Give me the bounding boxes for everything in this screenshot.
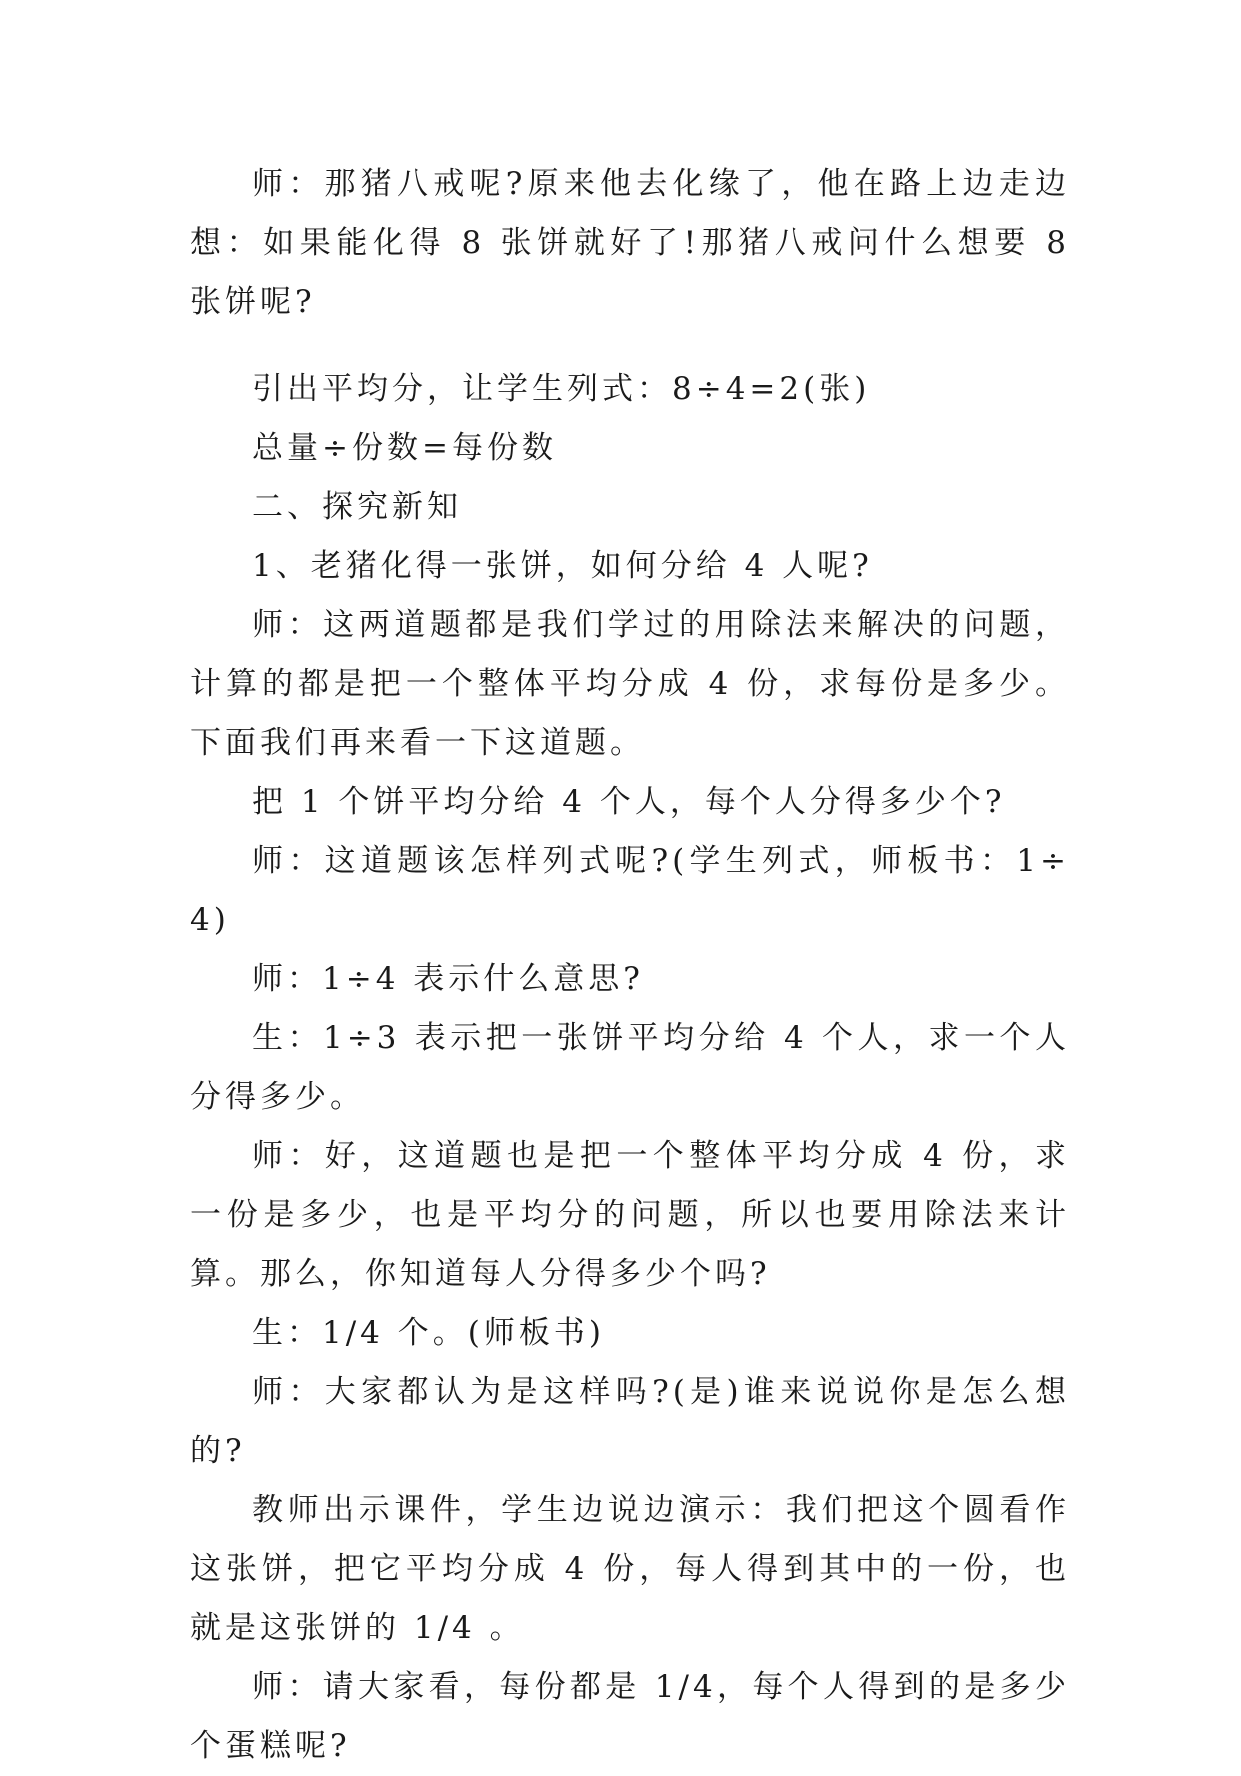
section-heading: 二、探究新知: [252, 489, 462, 525]
paragraph-question-1: 1、老猪化得一张饼，如何分给 4 人呢?: [252, 548, 873, 584]
paragraph-division-equation: 引出平均分，让学生列式：8÷4=2(张): [252, 371, 871, 407]
paragraph-teacher-confirm: 师：大家都认为是这样吗?(是)谁来说说你是怎么想的?: [190, 1374, 1070, 1469]
paragraph-problem: 把 1 个饼平均分给 4 个人，每个人分得多少个?: [252, 784, 1006, 820]
document-body: [190, 155, 1070, 1776]
paragraph-teacher-explanation: 师：这两道题都是我们学过的用除法来解决的问题，计算的都是把一个整体平均分成 4 份，求每份是多少。下面我们再来看一下这道题。: [190, 607, 1070, 761]
paragraph-zhubajie-intro: 师：那猪八戒呢?原来他去化缘了，他在路上边走边想：如果能化得 8 张饼就好了!那猪八戒问什么想要 8 张饼呢?: [190, 166, 1070, 320]
paragraph-student-answer: 生：1÷3 表示把一张饼平均分给 4 个人，求一个人分得多少。: [190, 1020, 1070, 1115]
paragraph-teacher-ask-meaning: 师：1÷4 表示什么意思?: [252, 961, 644, 997]
paragraph-teacher-cake: 师：请大家看，每份都是 1/4，每个人得到的是多少个蛋糕呢?: [190, 1669, 1070, 1764]
paragraph-teacher-followup: 师：好，这道题也是把一个整体平均分成 4 份，求一份是多少，也是平均分的问题，所以也要用除法来计算。那么，你知道每人分得多少个吗?: [190, 1138, 1070, 1292]
paragraph-teacher-ask-equation: 师：这道题该怎样列式呢?(学生列式，师板书：1÷4): [190, 843, 1070, 938]
paragraph-courseware-demo: 教师出示课件，学生边说边演示：我们把这个圆看作这张饼，把它平均分成 4 份，每人得到其中的一份，也就是这张饼的 1/4 。: [190, 1492, 1070, 1646]
paragraph-student-quarter: 生：1/4 个。(师板书): [252, 1315, 605, 1351]
paragraph-formula: 总量÷份数=每份数: [252, 430, 557, 466]
